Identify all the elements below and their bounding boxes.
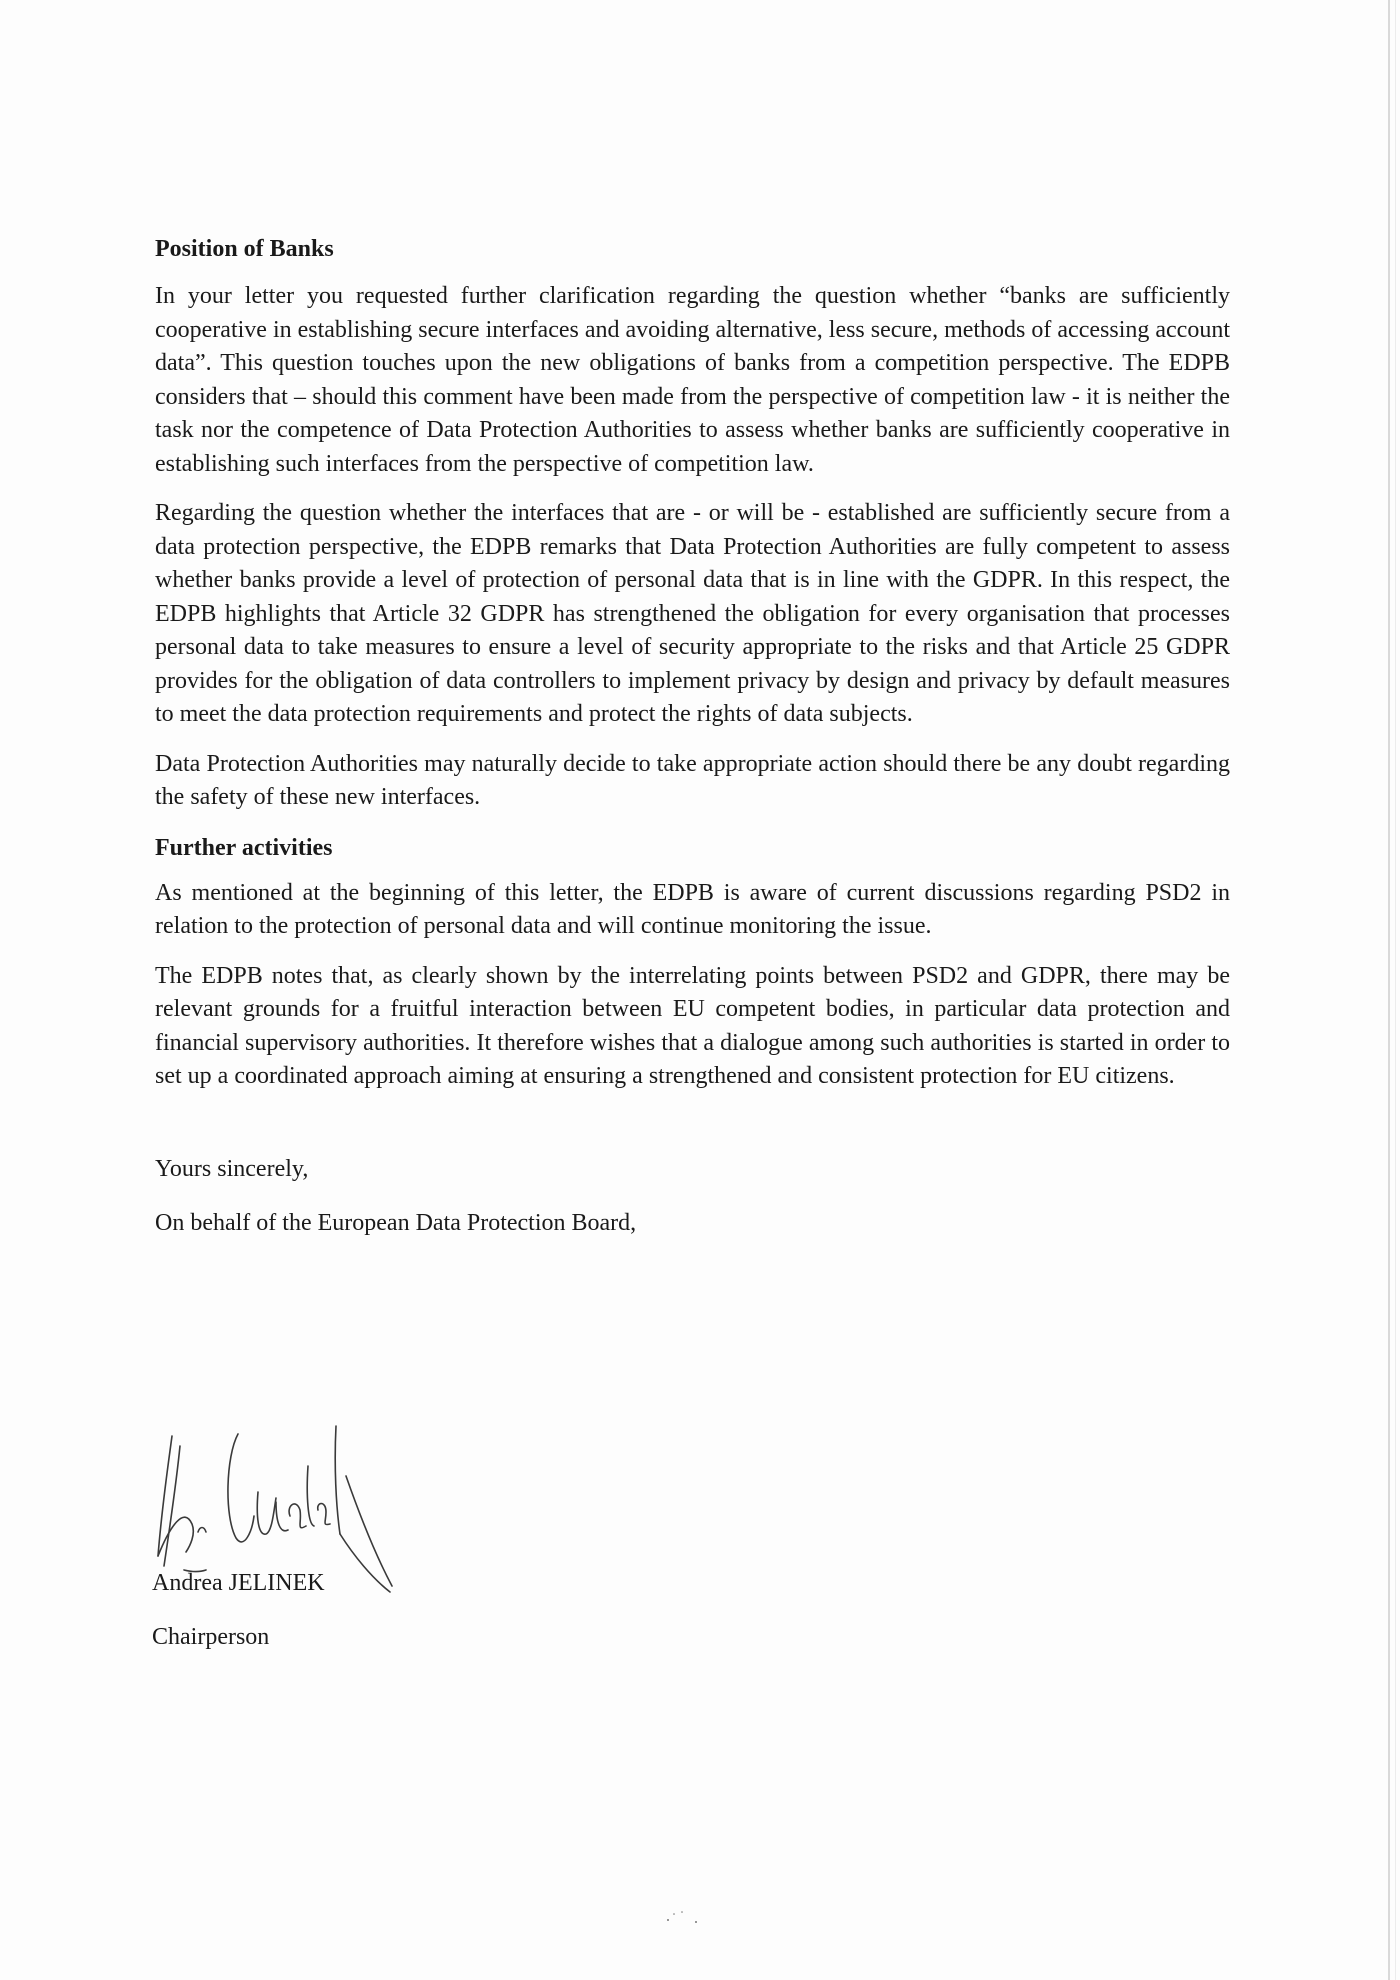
paragraph-banks-cooperation: In your letter you requested further clarification regarding the question whether “banks are sufficiently cooperative in establishing secure interfaces and avoiding alternative, less secure, methods of accessing account data”. This question touches upon the new obligations of banks from a competition perspective. The EDPB considers that – should this comment have been made from the perspective of competition law - it is neither the task nor the competence of Data Protection Authorities to assess whether banks are sufficiently cooperative in establishing such interfaces from the perspective of competition law. — [155, 283, 1230, 477]
closing-salutation: Yours sincerely, — [155, 1155, 309, 1182]
heading-position-of-banks: Position of Banks — [155, 236, 334, 262]
closing-on-behalf: On behalf of the European Data Protection Board, — [155, 1209, 637, 1236]
paragraph-interfaces-security: Regarding the question whether the interfaces that are - or will be - established are sufficiently secure from a data protection perspective, the EDPB remarks that Data Protection Authorities are fully competent to assess whether banks provide a level of protection of personal data that is in line with the GDPR. In this respect, the EDPB highlights that Article 32 GDPR has strengthened the obligation for every organisation that processes personal data to take measures to ensure a level of security appropriate to the risks and that Article 25 GDPR provides for the obligation of data controllers to implement privacy by design and privacy by default measures to meet the data protection requirements and protect the rights of data subjects. — [155, 500, 1230, 727]
heading-further-activities: Further activities — [155, 834, 333, 861]
scan-speck-marks — [660, 1906, 710, 1926]
paragraph-appropriate-action: Data Protection Authorities may naturally decide to take appropriate action should there be any doubt regarding the safety of these new interfaces. — [155, 750, 1230, 810]
paragraph-dialogue: The EDPB notes that, as clearly shown by the interrelating points between PSD2 and GDPR, there may be relevant grounds for a fruitful interaction between EU competent bodies, in particular data protection and financial supervisory authorities. It therefore wishes that a dialogue among such authorities is started in order to set up a coordinated approach aiming at ensuring a strengthened and consistent protection for EU citizens. — [155, 962, 1230, 1089]
signatory-name: Andrea JELINEK — [152, 1570, 325, 1596]
letter-body — [155, 232, 1230, 1260]
scan-edge-line-secondary — [1395, 0, 1396, 1980]
paragraph-monitoring: As mentioned at the beginning of this letter, the EDPB is aware of current discussions regarding PSD2 in relation to the protection of personal data and will continue monitoring the issue. — [155, 879, 1230, 939]
scan-edge-line — [1388, 0, 1390, 1980]
signatory-title: Chairperson — [152, 1624, 270, 1650]
